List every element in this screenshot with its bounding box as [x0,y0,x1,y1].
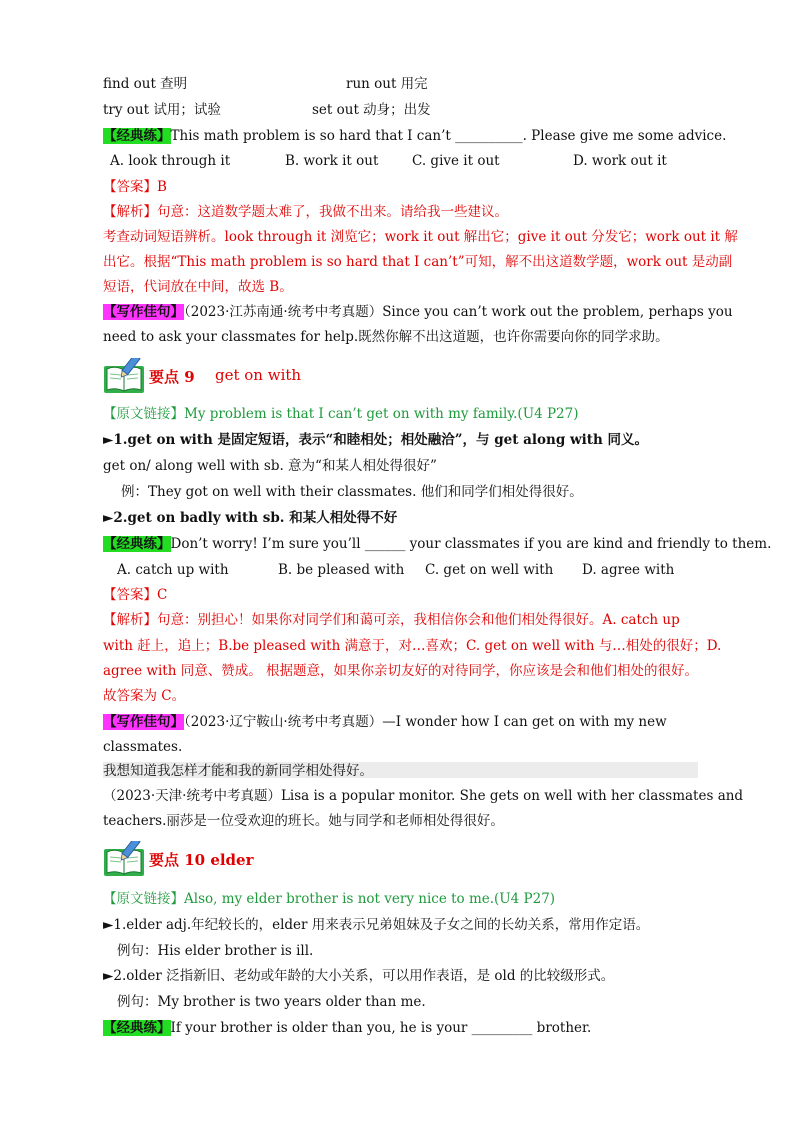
classic-practice-tag: 【经典练】 [103,128,171,144]
option-d: D. work out it [573,153,667,169]
exercise-2-question [103,535,771,553]
writing-2-line-3: 我想知道我怎样才能和我的新同学相处得好。 [103,763,373,779]
option-b: B. work it out [285,153,379,169]
exercise-1-question [103,127,726,145]
writing-2-line-2: classmates. [103,739,183,755]
writing-1-line-1: 【写作佳句】（2023·江苏南通·统考中考真题）Since you can’t work out the problem, perhaps you [103,304,733,320]
answer-tag: 【答案】 [103,179,157,195]
analysis-tag: 【解析】 [103,204,157,220]
phrase-try-out: try out 试用；试验 [103,102,221,118]
question-text: If your brother is older than you, he is your _________ brother. [170,1020,592,1036]
answer-value: C [157,587,168,603]
option-d: D. agree with [582,562,675,578]
analysis-tag: 【解析】 [103,612,157,628]
phrase-find-out: find out 查明 [103,76,188,92]
point-9-example-1: 例：They got on well with their classmates. 他们和同学们相处得很好。 [121,484,583,500]
point-9-subtitle: get on with [215,366,302,384]
writing-2-line-4: （2023·天津·统考中考真题）Lisa is a popular monitor. She gets on well with her classmates and [103,788,744,804]
point-10-example-1: 例句：His elder brother is ill. [117,943,314,959]
book-pencil-icon [103,358,147,394]
phrase-set-out: set out 动身；出发 [312,102,431,118]
writing-tag: 【写作佳句】 [103,714,184,730]
analysis-line-3: 出它。根据“This math problem is so hard that I can’t”可知，解不出这道数学题，work out 是动副 [103,254,733,270]
writing-tag: 【写作佳句】 [103,304,184,320]
point-9-title: 要点 9 [149,368,195,386]
analysis-line-2: with 赶上，追上；B.be pleased with 满意于，对…喜欢；C. get on well with 与…相处的很好；D. [103,638,722,654]
option-b: B. be pleased with [278,562,405,578]
question-text: This math problem is so hard that I can’t __________. Please give me some advice. [170,128,727,144]
classic-practice-tag: 【经典练】 [103,536,171,552]
analysis-line-1: 【解析】句意：这道数学题太难了，我做不出来。请给我一些建议。 [103,204,508,220]
writing-2-line-1: 【写作佳句】（2023·辽宁鞍山·统考中考真题）—I wonder how I can get on with my new [103,714,667,730]
analysis-line-2: 考查动词短语辨析。look through it 浏览它；work it out 解出它；give it out 分发它；work out it 解 [103,229,738,245]
point-9-rule-1b: get on/ along well with sb. 意为“和某人相处得很好” [103,458,437,474]
analysis-line-3: agree with 同意、赞成。 根据题意，如果你亲切友好的对待同学，你应该是会和他们相处的很好。 [103,663,698,679]
option-a: A. catch up with [117,562,229,578]
answer-value: B [157,179,167,195]
analysis-line-4: 故答案为 C。 [103,688,186,704]
writing-2-line-5: teachers.丽莎是一位受欢迎的班长。她与同学和老师相处得很好。 [103,813,504,829]
point-10-title: 要点 10 elder [149,851,254,869]
analysis-line-4: 短语，代词放在中间，故选 B。 [103,279,293,295]
answer-tag: 【答案】 [103,587,157,603]
exercise-3-question [103,1019,591,1037]
analysis-line-1: 【解析】句意：别担心！如果你对同学们和蔼可亲，我相信你会和他们相处得很好。A. catch up [103,612,680,628]
phrase-run-out: run out 用完 [346,76,428,92]
point-10-rule-1: ►1.elder adj.年纪较长的，elder 用来表示兄弟姐妹及子女之间的长幼关系，常用作定语。 [103,917,650,933]
question-text: Don’t worry! I’m sure you’ll ______ your classmates if you are kind and friendly to them. [170,536,772,552]
answer-line [103,586,167,604]
point-9-rule-2: ►2.get on badly with sb. 和某人相处得不好 [103,510,398,526]
option-c: C. give it out [412,153,500,169]
point-10-source-link: 【原文链接】Also, my elder brother is not very nice to me.(U4 P27) [103,891,556,907]
writing-1-line-2: need to ask your classmates for help.既然你解不出这道题，也许你需要向你的同学求助。 [103,329,669,345]
answer-line [103,178,167,196]
point-9-source-link: 【原文链接】My problem is that I can’t get on with my family.(U4 P27) [103,406,579,422]
point-10-example-2: 例句：My brother is two years older than me. [117,994,426,1010]
option-c: C. get on well with [425,562,554,578]
point-9-rule-1: ►1.get on with 是固定短语，表示“和睦相处；相处融洽”，与 get along with 同义。 [103,432,648,448]
classic-practice-tag: 【经典练】 [103,1020,171,1036]
option-a: A. look through it [110,153,231,169]
book-pencil-icon [103,841,147,877]
point-10-rule-2: ►2.older 泛指新旧、老幼或年龄的大小关系，可以用作表语，是 old 的比较级形式。 [103,968,615,984]
